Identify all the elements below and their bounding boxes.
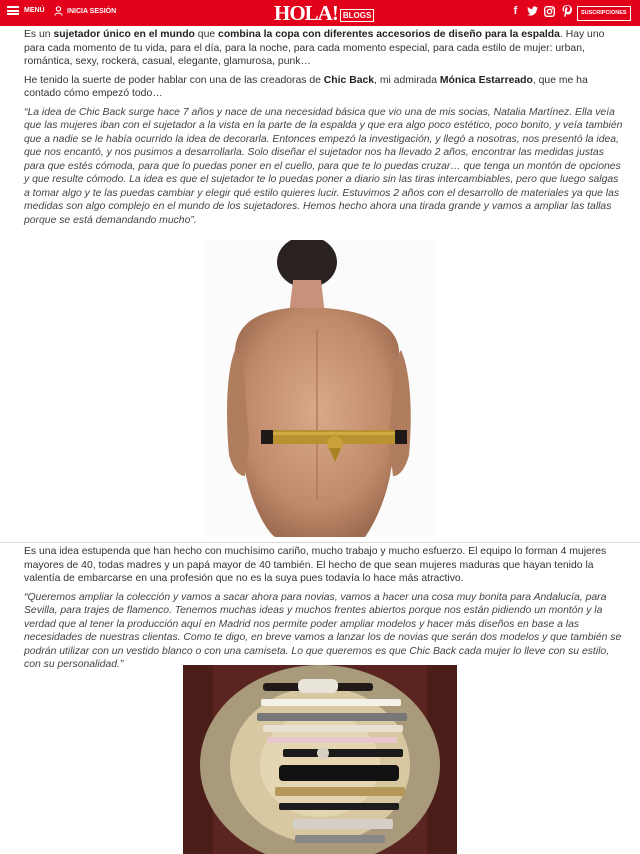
logo-sub: BLOGS — [340, 9, 374, 22]
bra-back-illustration — [205, 240, 436, 537]
quote-paragraph-1: “La idea de Chic Back surge hace 7 años y nace de una necesidad básica que vio una de mis socias, Natalia Martínez. Ella veía que las mujeres iban con el sujetador a la vista en la parte de la espalda y que era algo poco estético, poco bonito, y veía también que a nadie se le había ocurrido la idea de decorarla. Entonces empezó la investigación, y llegó a nosotras, nos presentó la idea, que nos encantó, y nos pusimos a desarrollarla. Solo diseñar el sujetador nos ha llevado 2 años, encontrar las medidas justas para que estés cómoda, para que lo puedas poner en el cuello, para que te lo puedas cruzar… que tenga un montón de opciones y que resulte cómodo. La idea es que el sujetador te lo puedas poner a diario sin las tiras intercambiables, pero que luego salgas a tomar algo y te las puedas cambiar y elegir qué estilo quieres lucir. Estuvimos 2 años con el desarrollo de materiales ya que las medidas son algo complejo en el mundo de los sujetadores. Hemos hecho ahora una tirada grande y vamos a ampliar las tallas porque se está demandando mucho”. — [24, 106, 623, 226]
team-paragraph: Es una idea estupenda que han hecho con muchísimo cariño, mucho trabajo y mucho esfuerzo. El equipo lo forman 4 mujeres mayores de 40, todas madres y un papá mayor de 40 también. El hecho de que sean mujeres maduras que hayan tenido la valentía de embarcarse en una profesión que no es la suya pues todavía lo hace más atractivo. — [24, 546, 607, 584]
quote-paragraph-2: “Queremos ampliar la colección y vamos a sacar ahora para novias, vamos a hacer una cosa muy bonita para Andalucía, para Sevilla, para trajes de flamenco. Tenemos muchas ideas y muchos frentes abiertos porque nos están pidiendo un montón y la verdad que al tener la producción aquí en Madrid nos permite poder ampliar modelos y hacer más diseños en base a las necesidades de nuestras clientas. Como te digo, en breve vamos a lanzar los de novias que serán dos modelos y que también se podrán utilizar con un vestido blanco o con una camiseta. Lo que queremos es que Chic Back cada mujer lo lleve con su estilo, con su personalidad.” — [24, 591, 622, 670]
login-label: INICIA SESIÓN — [67, 7, 117, 15]
facebook-icon[interactable]: f — [513, 5, 518, 17]
article-photo-accessories — [183, 665, 457, 854]
intro-paragraph: Es un sujetador único en el mundo que combina la copa con diferentes accesorios de diseño para la espalda. Hay uno para cada momento de tu vida, para el día, para la noche, para cada momento especial, para cada estilo de mujer: urban, romántica, sexy, rockera, casual, elegante, glamurosa, punk… — [24, 29, 605, 67]
twitter-icon[interactable] — [527, 5, 538, 17]
article-photo-bra-back — [205, 240, 436, 537]
accessories-illustration — [183, 665, 457, 854]
menu-button[interactable] — [7, 6, 45, 15]
section-divider — [0, 542, 640, 543]
site-logo[interactable] — [274, 2, 374, 24]
interview-intro-paragraph: He tenido la suerte de poder hablar con una de las creadoras de Chic Back, mi admirada Mónica Estarreado, que me ha contado cómo empezó todo… — [24, 74, 588, 99]
menu-label: MENÚ — [24, 7, 45, 14]
article-body-continued — [24, 545, 624, 677]
login-button[interactable] — [54, 6, 116, 16]
instagram-icon[interactable] — [544, 5, 555, 17]
subscriptions-button[interactable]: SUSCRIPCIONES — [577, 6, 631, 21]
hamburger-icon — [7, 6, 19, 15]
social-links — [510, 5, 572, 17]
user-icon — [54, 6, 63, 16]
top-navigation-bar — [0, 0, 640, 26]
article-body — [24, 28, 624, 232]
pinterest-icon[interactable] — [561, 5, 572, 17]
logo-text: HOLA! — [274, 1, 338, 25]
